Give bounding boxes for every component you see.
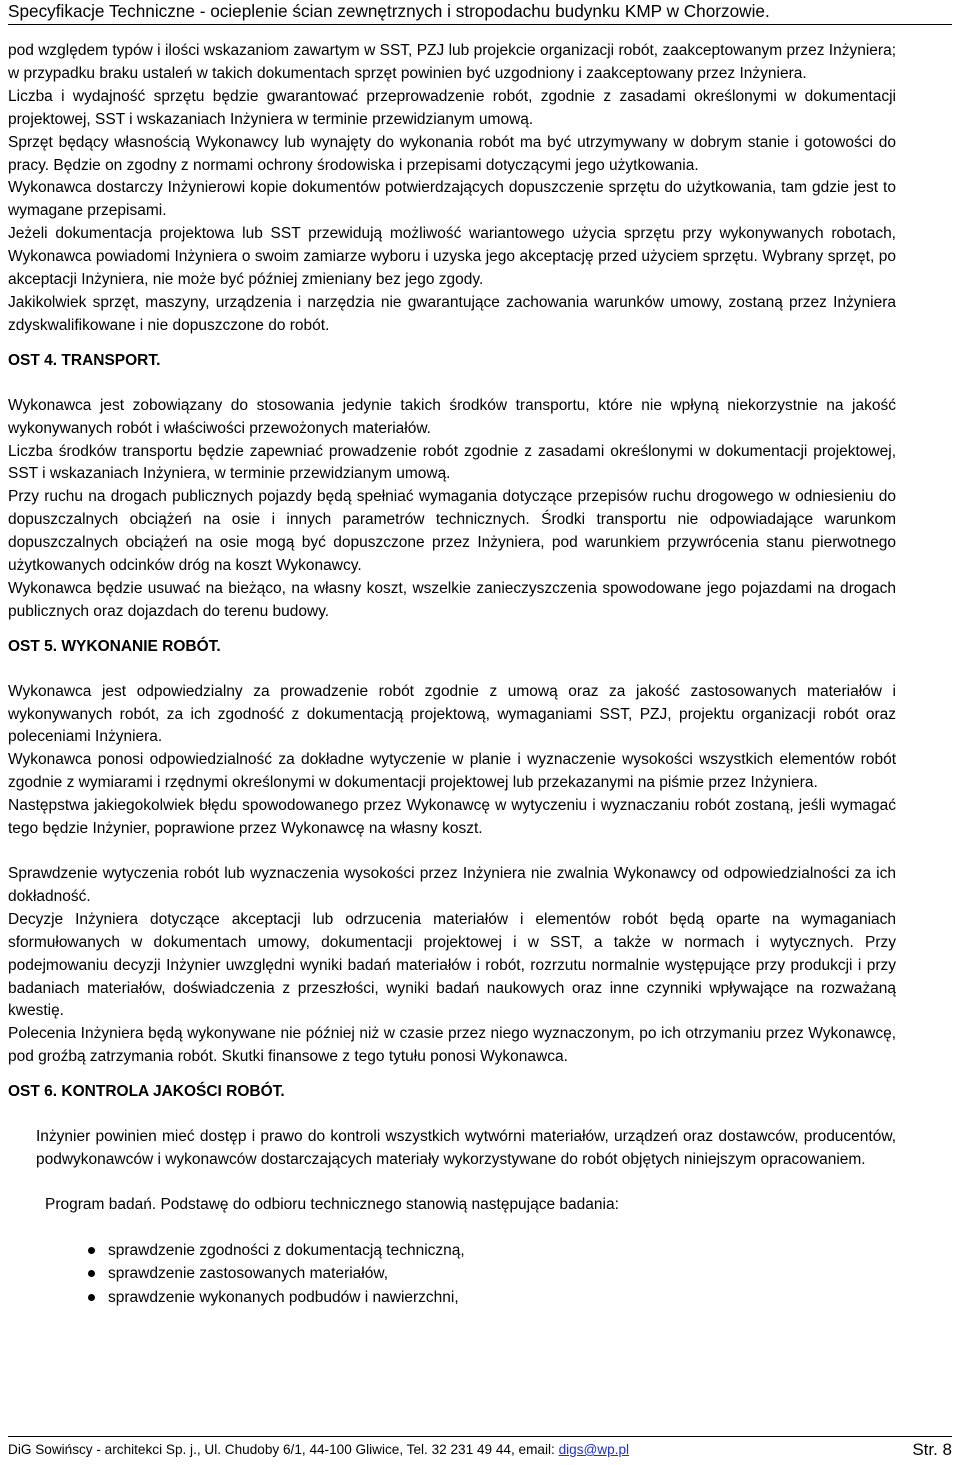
page-footer [8, 1436, 952, 1463]
paragraph: Wykonawca jest odpowiedzialny za prowadzenie robót zgodnie z umową oraz za jakość zastosowanych materiałów i wykonywanych robót, za ich zgodność z dokumentacją projektową, wymaganiami SST, PZJ, projektu organizacji robót oraz poleceniami Inżyniera. [8, 682, 896, 746]
paragraph: Jeżeli dokumentacja projektowa lub SST przewidują możliwość wariantowego użycia sprzętu przy wykonywanych robotach, Wykonawca powiadomi Inżyniera o swoim zamiarze wyboru i uzyska jego akceptację przed użyciem sprzętu. Wybrany sprzęt, po akceptacji Inżyniera, nie może być później zmieniany bez jego zgody. [8, 225, 896, 289]
paragraph: Program badań. Podstawę do odbioru technicznego stanowią następujące badania: [45, 1195, 619, 1213]
page-number: Str. 8 [912, 1440, 952, 1459]
paragraph: Sprawdzenie wytyczenia robót lub wyznaczenia wysokości przez Inżyniera nie zwalnia Wykonawcy od odpowiedzialności za ich dokładność. [8, 865, 896, 905]
list-item [108, 1262, 896, 1285]
paragraph: Następstwa jakiegokolwiek błędu spowodowanego przez Wykonawcę w wytyczeniu i wyznaczaniu robót zostaną, jeśli wymagać tego będzie Inżynier, poprawione przez Wykonawcę na własny koszt. [8, 797, 896, 838]
paragraph: Polecenia Inżyniera będą wykonywane nie później niż w czasie przez niego wyznaczonym, po ich otrzymaniu przez Wykonawcę, pod groźbą zatrzymania robót. Skutki finansowe z tego tytułu ponosi Wykonawca. [8, 1025, 896, 1066]
list-item-text: sprawdzenie wykonanych podbudów i nawierzchni, [108, 1288, 459, 1306]
paragraph: Jakikolwiek sprzęt, maszyny, urządzenia i narzędzia nie gwarantujące zachowania warunków umowy, zostaną przez Inżyniera zdyskwalifikowane i nie dopuszczone do robót. [8, 293, 896, 334]
bullet-icon [88, 1270, 95, 1277]
paragraph: Sprzęt będący własnością Wykonawcy lub wynajęty do wykonania robót ma być utrzymywany w dobrym stanie i gotowości do pracy. Będzie on zgodny z normami ochrony środowiska i przepisami dotyczącymi jego użytkowania. [8, 133, 896, 174]
bullet-icon [88, 1294, 95, 1301]
page-header [8, 0, 952, 25]
paragraph: Wykonawca będzie usuwać na bieżąco, na własny koszt, wszelkie zanieczyszczenia spowodowane jego pojazdami na drogach publicznych oraz dojazdach do terenu budowy. [8, 579, 896, 620]
paragraph: Liczba środków transportu będzie zapewniać prowadzenie robót zgodnie z zasadami określonymi w dokumentacji projektowej, SST i wskazaniach Inżyniera, w terminie przewidzianym umową. [8, 442, 896, 483]
paragraph: pod względem typów i ilości wskazaniom zawartym w SST, PZJ lub projekcie organizacji robót, zaakceptowanym przez Inżyniera; w przypadku braku ustaleń w takich dokumentach sprzęt powinien być uzgodniony i zaakceptowany przez Inżyniera. [8, 42, 896, 82]
paragraph: Wykonawca ponosi odpowiedzialność za dokładne wytyczenie w planie i wyznaczenie wysokości wszystkich elementów robót zgodnie z wymiarami i rzędnymi określonymi w dokumentacji projektowej lub przekazanymi na piśmie przez Inżyniera. [8, 751, 896, 792]
document-title: Specyfikacje Techniczne - ocieplenie ścian zewnętrznych i stropodachu budynku KMP w Chorzowie. [8, 1, 770, 21]
document-body [8, 40, 896, 1309]
bullet-icon [88, 1247, 95, 1254]
footer-company [8, 1442, 629, 1457]
paragraph: Decyzje Inżyniera dotyczące akceptacji lub odrzucenia materiałów i elementów robót będą oparte na wymaganiach sformułowanych w dokumentach umowy, dokumentacji projektowej i w SST, a także w normach i wytycznych. Przy podejmowaniu decyzji Inżynier uwzględni wyniki badań materiałów i robót, rozrzutu normalnie występujące przy produkcji i przy badaniach materiałów, doświadczenia z przeszłości, wyniki badań naukowych oraz inne czynniki wpływające na rozważaną kwestię. [8, 910, 896, 1020]
test-program-list [8, 1239, 896, 1309]
list-item-text: sprawdzenie zgodności z dokumentacją techniczną, [108, 1241, 465, 1259]
paragraph: Wykonawca jest zobowiązany do stosowania jedynie takich środków transportu, które nie wpłyną niekorzystnie na jakość wykonywanych robót i właściwości przewożonych materiałów. [8, 396, 896, 437]
list-item [108, 1286, 896, 1309]
list-item [108, 1239, 896, 1262]
paragraph: Inżynier powinien mieć dostęp i prawo do kontroli wszystkich wytwórni materiałów, urządzeń oraz dostawców, producentów, podwykonawców i wykonawców dostarczających materiały wykorzystywane do robót objętych niniejszym opracowaniem. [36, 1128, 896, 1168]
paragraph: Przy ruchu na drogach publicznych pojazdy będą spełniać wymagania dotyczące przepisów ruchu drogowego w odniesieniu do dopuszczalnych obciążeń na osie i innych parametrów technicznych. Środki transportu nie odpowiadające warunkom dopuszczalnych obciążeń na osie mogą być dopuszczone przez Inżyniera, pod warunkiem przywrócenia stanu pierwotnego użytkowanych odcinków dróg na koszt Wykonawcy. [8, 488, 896, 575]
section-heading-ost5: OST 5. WYKONANIE ROBÓT. [8, 637, 221, 655]
list-item-text: sprawdzenie zastosowanych materiałów, [108, 1265, 388, 1283]
section-heading-ost4: OST 4. TRANSPORT. [8, 351, 161, 369]
footer-company-info: DiG Sowińscy - architekci Sp. j., Ul. Chudoby 6/1, 44-100 Gliwice, Tel. 32 231 49 44, email: [8, 1442, 559, 1457]
paragraph: Wykonawca dostarczy Inżynierowi kopie dokumentów potwierdzających dopuszczenie sprzętu do użytkowania, tam gdzie jest to wymagane przepisami. [8, 179, 896, 220]
paragraph: Liczba i wydajność sprzętu będzie gwarantować przeprowadzenie robót, zgodnie z zasadami określonymi w dokumentacji projektowej, SST i wskazaniach Inżyniera w terminie przewidzianym umową. [8, 87, 896, 128]
footer-email-link[interactable]: digs@wp.pl [558, 1442, 630, 1457]
section-heading-ost6: OST 6. KONTROLA JAKOŚCI ROBÓT. [8, 1083, 285, 1101]
